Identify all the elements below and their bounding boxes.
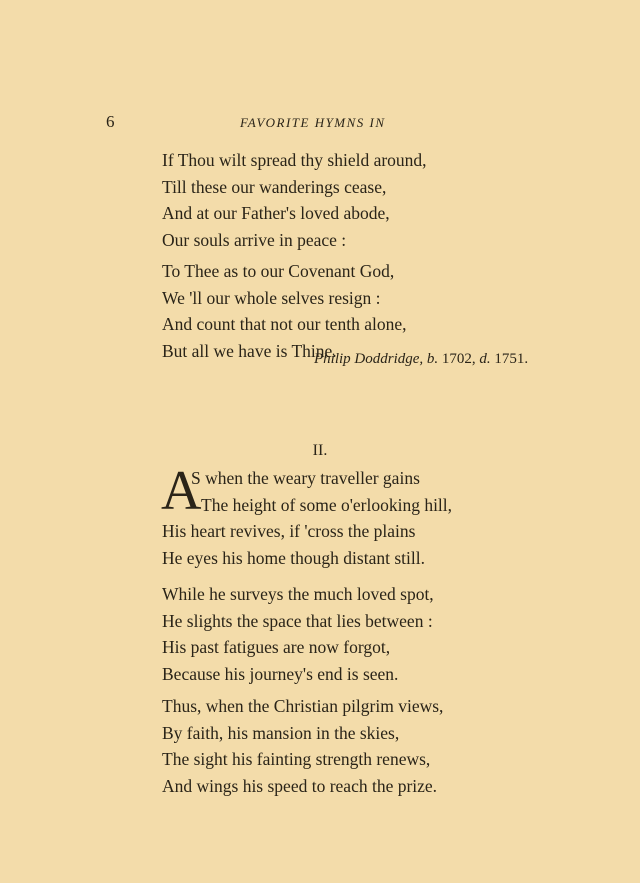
attribution-author: Philip Doddridge, <box>314 351 424 367</box>
verse-line: And count that not our tenth alone, <box>162 314 407 334</box>
verse-line: The height of some o'erlooking hill, <box>201 494 453 515</box>
verse-line: Till these our wanderings cease, <box>162 176 387 197</box>
verse-line: By faith, his mansion in the skies, <box>162 722 400 743</box>
attribution-born-year: 1702, <box>441 351 476 367</box>
verse-line: To Thee as to our Covenant God, <box>162 261 395 281</box>
verse-line: And at our Father's loved abode, <box>162 203 390 223</box>
attribution-died-year: 1751. <box>494 351 529 367</box>
hymn-two-stanza-3 <box>162 693 443 799</box>
verse-line: But all we have is Thine. <box>162 340 337 361</box>
hymn-one-stanza-2 <box>162 258 406 364</box>
verse-line: The sight his fainting strength renews, <box>162 749 431 769</box>
running-head: FAVORITE HYMNS IN <box>240 115 386 130</box>
verse-line: Because his journey's end is seen. <box>162 663 399 684</box>
hymn-one-stanza-1 <box>162 147 427 253</box>
verse-line: And wings his speed to reach the prize. <box>162 775 438 796</box>
verse-line: If Thou wilt spread thy shield around, <box>162 150 427 170</box>
verse-line: His past fatigues are now forgot, <box>162 637 391 657</box>
hymn-two-stanza-2 <box>162 581 434 687</box>
hymn-number: II. <box>312 442 328 459</box>
verse-line: His heart revives, if 'cross the plains <box>162 521 416 541</box>
verse-line: We 'll our whole selves resign : <box>162 287 381 308</box>
verse-line: Our souls arrive in peace : <box>162 229 347 250</box>
page-number: 6 <box>106 112 115 131</box>
attribution-died-label: d. <box>479 351 491 367</box>
hymn-two-stanza-1 <box>162 518 425 571</box>
attribution-born-label: b. <box>426 351 439 367</box>
verse-line: He eyes his home though distant still. <box>162 547 425 568</box>
verse-line: S when the weary traveller gains <box>191 468 420 488</box>
attribution <box>314 351 528 368</box>
verse-line: While he surveys the much loved spot, <box>162 584 434 604</box>
verse-line: He slights the space that lies between : <box>162 610 433 631</box>
hymn-two-opening-lines <box>181 465 452 518</box>
verse-line: Thus, when the Christian pilgrim views, <box>162 696 444 716</box>
drop-cap: A <box>161 460 202 522</box>
